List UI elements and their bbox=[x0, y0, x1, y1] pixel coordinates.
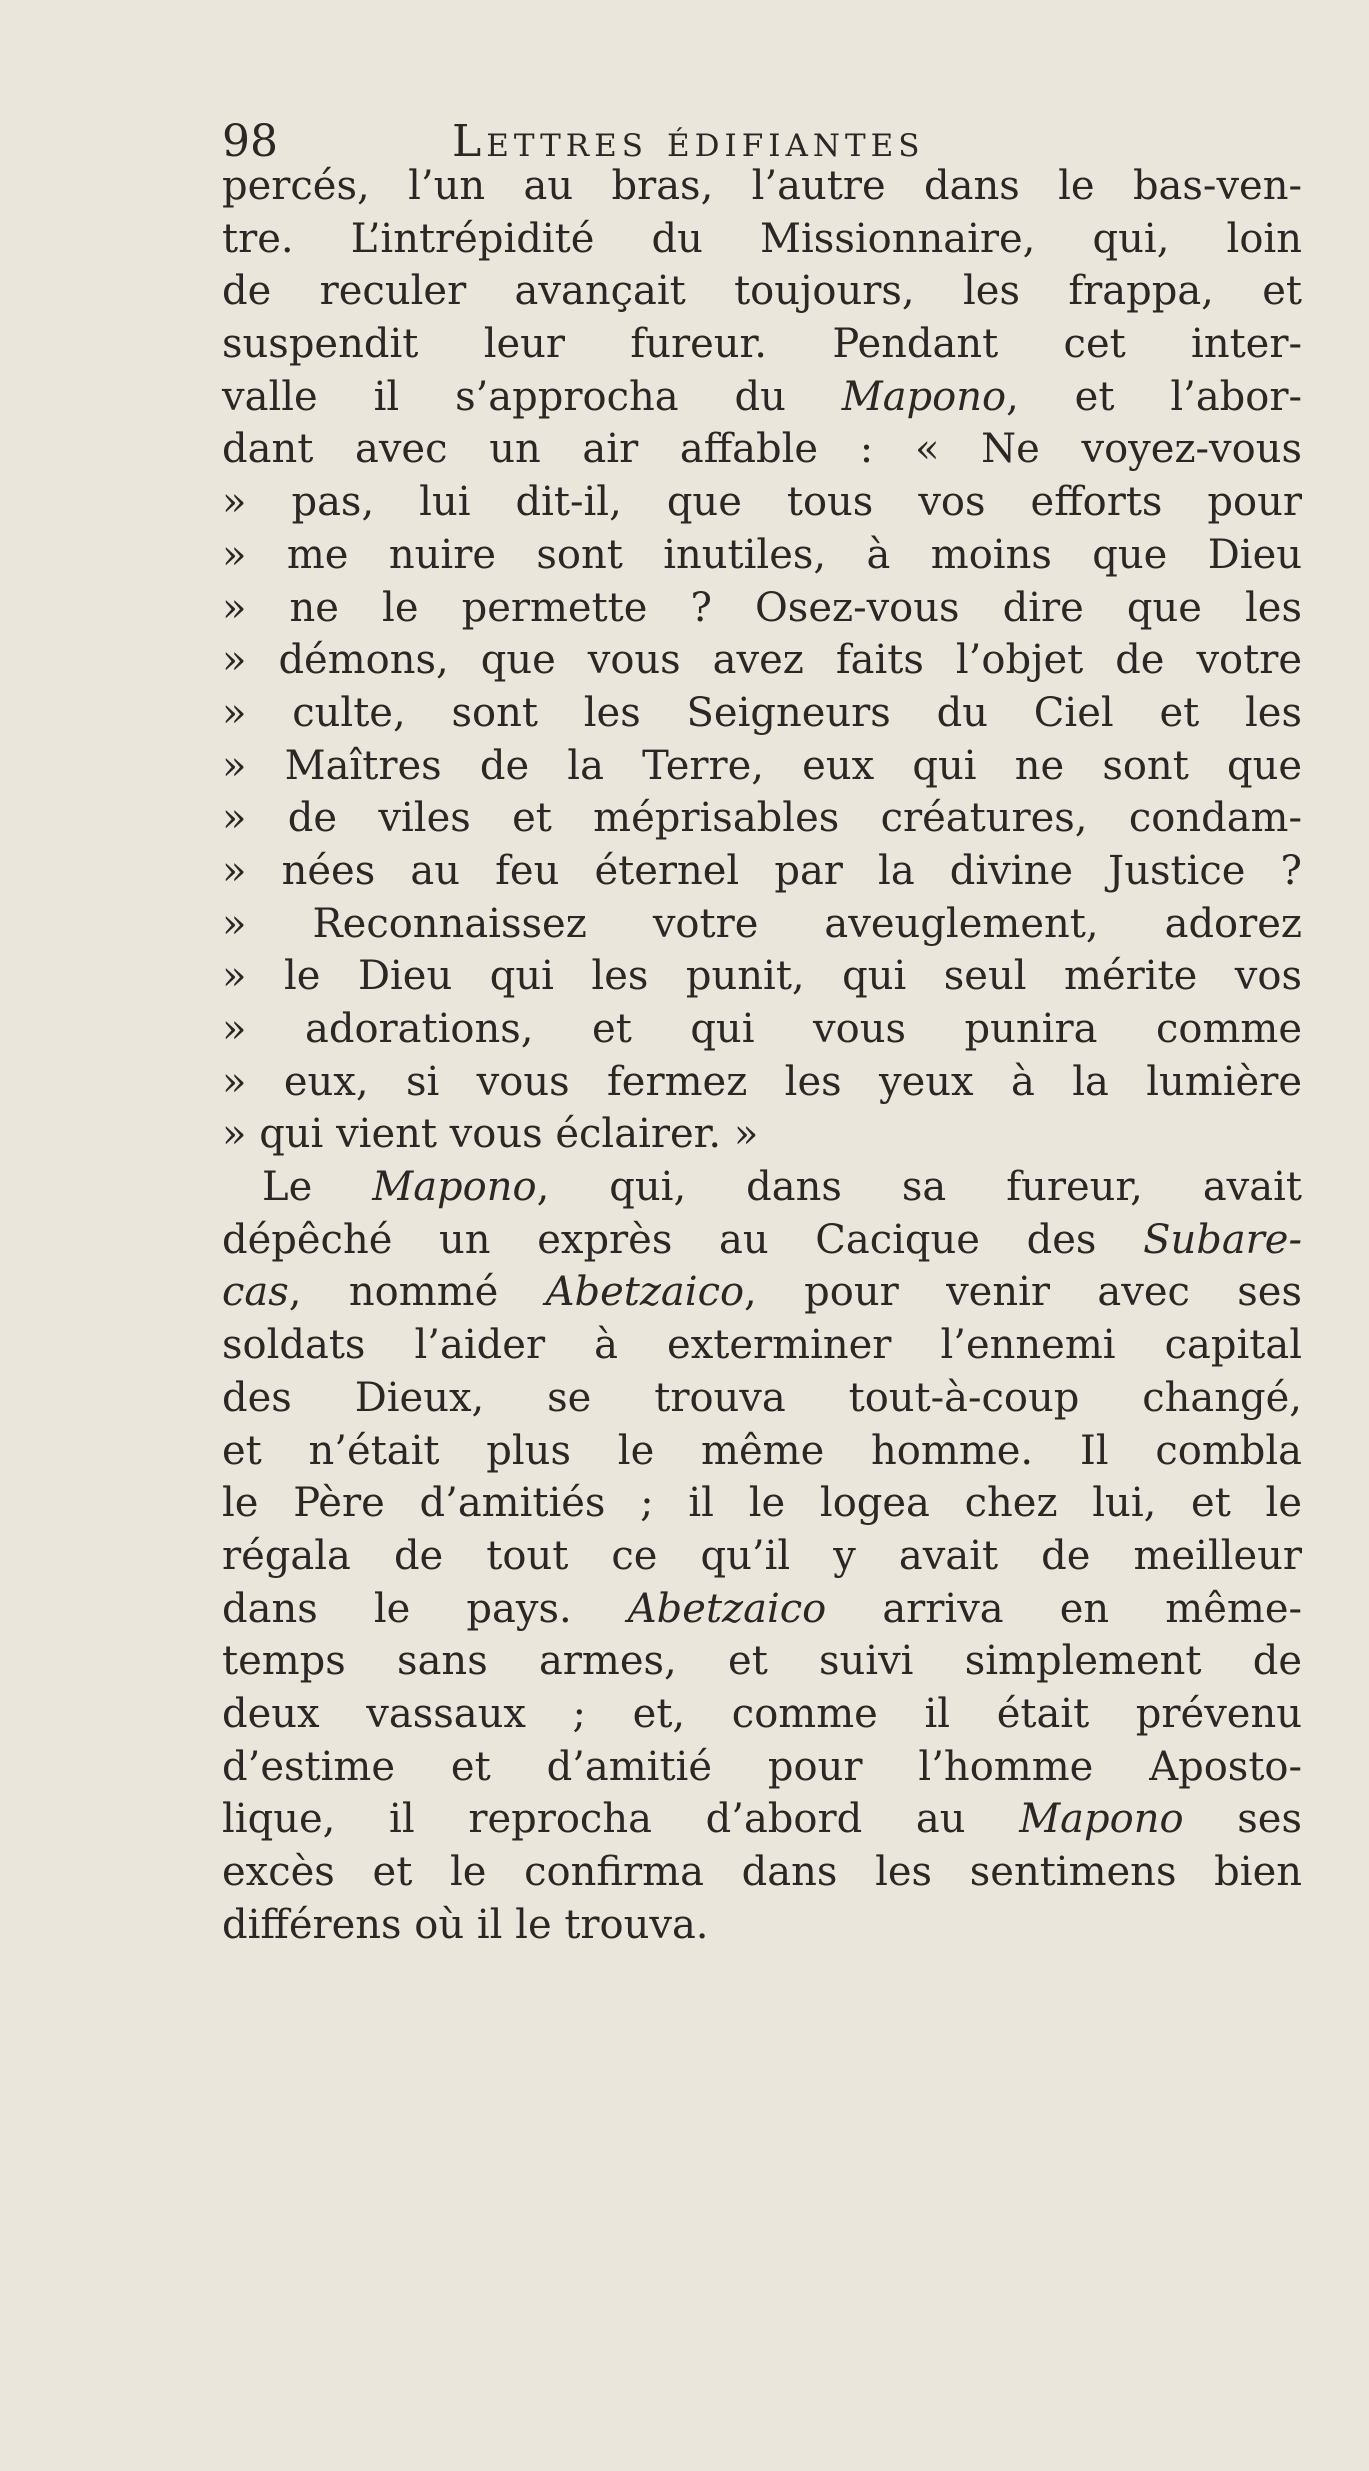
text-line bbox=[222, 1846, 1302, 1899]
italic-text: Abetzaico bbox=[627, 1585, 827, 1632]
text-segment: suspendit leur fureur. Pendant cet inter- bbox=[222, 321, 1302, 368]
text-line bbox=[222, 265, 1302, 318]
text-line bbox=[222, 529, 1302, 582]
text-line bbox=[222, 1056, 1302, 1109]
text-segment: des Dieux, se trouva tout-à-coup changé, bbox=[222, 1374, 1302, 1421]
text-line bbox=[222, 1161, 1302, 1214]
text-segment: » démons, que vous avez faits l’objet de votre bbox=[222, 637, 1302, 684]
text-segment: , et l’abor- bbox=[1006, 373, 1302, 420]
text-line bbox=[222, 1266, 1302, 1319]
text-line bbox=[222, 1477, 1302, 1530]
text-segment: » eux, si vous fermez les yeux à la lumière bbox=[222, 1058, 1302, 1105]
text-segment: soldats l’aider à exterminer l’ennemi capital bbox=[222, 1322, 1302, 1369]
text-line bbox=[222, 582, 1302, 635]
text-segment: dans le pays. bbox=[222, 1585, 628, 1632]
text-segment: arriva en même- bbox=[826, 1585, 1302, 1632]
text-segment: » me nuire sont inutiles, à moins que Dieu bbox=[222, 531, 1302, 578]
text-segment: tre. L’intrépidité du Missionnaire, qui, loin bbox=[222, 215, 1302, 262]
text-segment: temps sans armes, et suivi simplement de bbox=[222, 1638, 1302, 1685]
text-segment: » Maîtres de la Terre, eux qui ne sont que bbox=[222, 742, 1302, 789]
text-segment: » culte, sont les Seigneurs du Ciel et les bbox=[222, 689, 1302, 736]
text-line bbox=[222, 950, 1302, 1003]
text-line bbox=[222, 160, 1302, 213]
text-segment: dant avec un air affable : « Ne voyez-vous bbox=[222, 426, 1302, 473]
text-line bbox=[222, 423, 1302, 476]
text-line bbox=[222, 845, 1302, 898]
text-segment: le Père d’amitiés ; il le logea chez lui, et le bbox=[222, 1480, 1302, 1527]
text-segment: , nommé bbox=[288, 1269, 546, 1316]
text-segment: deux vassaux ; et, comme il était prévenu bbox=[222, 1690, 1302, 1737]
text-line bbox=[222, 1688, 1302, 1741]
text-segment: percés, l’un au bras, l’autre dans le bas-ven- bbox=[222, 163, 1302, 209]
text-line bbox=[222, 687, 1302, 740]
text-line bbox=[222, 1635, 1302, 1688]
page-number: 98 bbox=[222, 116, 278, 167]
text-segment: et n’était plus le même homme. Il combla bbox=[222, 1427, 1302, 1474]
text-line bbox=[222, 1214, 1302, 1267]
text-line bbox=[222, 792, 1302, 845]
text-segment: différens où il le trouva. bbox=[222, 1901, 709, 1948]
text-segment: ses bbox=[1183, 1796, 1302, 1843]
text-line bbox=[222, 318, 1302, 371]
text-line bbox=[222, 1003, 1302, 1056]
text-segment: » ne le permette ? Osez-vous dire que les bbox=[222, 584, 1302, 631]
text-line bbox=[222, 1108, 1302, 1161]
italic-text: Abetzaico bbox=[545, 1269, 745, 1316]
text-segment: d’estime et d’amitié pour l’homme Aposto- bbox=[222, 1743, 1302, 1790]
text-line bbox=[222, 1741, 1302, 1794]
text-line bbox=[222, 634, 1302, 687]
text-segment: » Reconnaissez votre aveuglement, adorez bbox=[222, 900, 1302, 947]
text-line bbox=[222, 898, 1302, 951]
text-line bbox=[222, 1530, 1302, 1583]
text-segment: régala de tout ce qu’il y avait de meilleur bbox=[222, 1532, 1302, 1579]
text-line bbox=[222, 371, 1302, 424]
text-line bbox=[222, 1583, 1302, 1636]
text-line bbox=[222, 1425, 1302, 1478]
italic-text: Mapono bbox=[1019, 1796, 1184, 1843]
text-segment: Le bbox=[262, 1164, 373, 1211]
text-line bbox=[222, 1899, 1302, 1952]
running-title: Lettres édifiantes bbox=[452, 116, 925, 167]
text-segment: , pour venir avec ses bbox=[744, 1269, 1302, 1316]
text-segment: dépêché un exprès au Cacique des bbox=[222, 1216, 1144, 1263]
italic-text: cas bbox=[222, 1269, 289, 1316]
text-line bbox=[222, 476, 1302, 529]
text-segment: » nées au feu éternel par la divine Justice ? bbox=[222, 847, 1302, 894]
text-line bbox=[222, 740, 1302, 793]
text-segment: » de viles et méprisables créatures, condam- bbox=[222, 795, 1302, 842]
text-line bbox=[222, 213, 1302, 266]
text-line bbox=[222, 1372, 1302, 1425]
text-segment: lique, il reprocha d’abord au bbox=[222, 1796, 1020, 1843]
text-segment: excès et le confirma dans les sentimens bien bbox=[222, 1849, 1302, 1895]
italic-text: Subare- bbox=[1143, 1216, 1302, 1263]
text-segment: valle il s’approcha du bbox=[222, 373, 842, 420]
text-line bbox=[222, 1793, 1302, 1846]
text-line bbox=[222, 1319, 1302, 1372]
text-segment: » qui vient vous éclairer. » bbox=[222, 1111, 759, 1158]
text-segment: , qui, dans sa fureur, avait bbox=[536, 1164, 1302, 1211]
text-segment: » le Dieu qui les punit, qui seul mérite vos bbox=[222, 953, 1302, 1000]
body-text bbox=[222, 160, 1302, 1951]
italic-text: Mapono bbox=[841, 373, 1007, 420]
text-segment: » adorations, et qui vous punira comme bbox=[222, 1006, 1302, 1052]
italic-text: Mapono bbox=[372, 1164, 537, 1211]
text-segment: » pas, lui dit-il, que tous vos efforts pour bbox=[222, 479, 1302, 526]
text-segment: de reculer avançait toujours, les frappa, et bbox=[222, 268, 1302, 315]
